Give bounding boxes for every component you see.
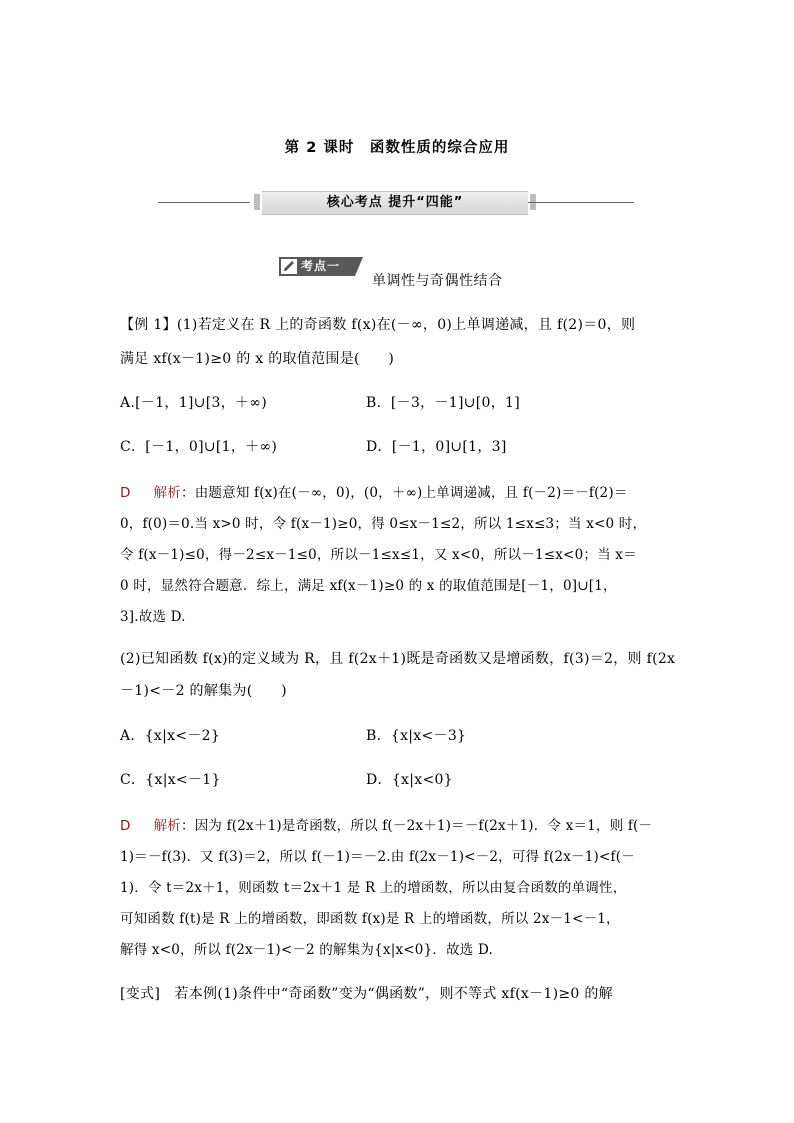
q2-solution-line-3: 1)．令 t＝2x＋1，则函数 t＝2x＋1 是 R 上的增函数，所以由复合函数的单调性，	[120, 880, 627, 896]
q1-solution-label: 解析	[153, 485, 182, 501]
q1-option-a: A.[－1，1]∪[3，＋∞)	[120, 395, 268, 411]
q2-option-d: D．{x|x<0}	[366, 772, 453, 788]
lesson-title: 第 2 课时 函数性质的综合应用	[284, 140, 510, 156]
example1-q1-line-1: 【例 1】(1)若定义在 R 上的奇函数 f(x)在(－∞，0)上单调递减，且 f(2)＝0，则	[120, 317, 636, 333]
q1-solution-line-4: 0 时，显然符合题意．综上，满足 xf(x－1)≥0 的 x 的取值范围是[－1，0]∪[1，	[120, 578, 617, 594]
topic-title: 单调性与奇偶性结合	[372, 273, 503, 289]
topic-tag-label: 考点一	[301, 259, 341, 273]
q1-solution-line-2: 0，f(0)＝0.当 x>0 时，令 f(x－1)≥0，得 0≤x－1≤2，所以 1≤x≤3；当 x<0 时，	[120, 516, 647, 532]
q1-option-c: C．[－1，0]∪[1，＋∞)	[120, 439, 278, 455]
topic-tag	[279, 257, 355, 276]
q2-solution-line-1	[120, 814, 680, 834]
q1-answer: D	[120, 485, 131, 501]
q1-option-d: D．[－1，0]∪[1，3]	[366, 439, 507, 455]
pencil-icon	[281, 259, 297, 274]
section-banner	[158, 190, 634, 216]
q2-option-a: A．{x|x<－2}	[120, 728, 221, 744]
topic-tag-tail	[355, 257, 363, 276]
q2-option-b: B．{x|x<－3}	[366, 728, 467, 744]
q1-solution-line-3: 令 f(x－1)≤0，得－2≤x－1≤0，所以－1≤x≤1，又 x<0，所以－1≤x<0；当 x＝	[120, 547, 637, 563]
example1-q2-line-1: (2)已知函数 f(x)的定义域为 R，且 f(2x＋1)既是奇函数又是增函数，f(3)＝2，则 f(2x	[120, 651, 676, 667]
example1-q1-line-2: 满足 xf(x－1)≥0 的 x 的取值范围是( )	[120, 351, 395, 367]
q1-solution-line-1	[120, 481, 680, 501]
q1-solution-line-5: 3].故选 D.	[120, 609, 186, 625]
banner-left-cap	[254, 194, 260, 210]
section-banner-label: 核心考点 提升“四能”	[262, 191, 528, 215]
q2-option-c: C．{x|x<－1}	[120, 772, 221, 788]
example1-q2-line-2: －1)<－2 的解集为( )	[120, 683, 287, 699]
q2-solution-line-4: 可知函数 f(t)是 R 上的增函数，即函数 f(x)是 R 上的增函数，所以 2x－1<－1，	[120, 911, 620, 927]
variant-line: [变式] 若本例(1)条件中“奇函数”变为“偶函数”，则不等式 xf(x－1)≥0 的解	[120, 986, 613, 1002]
q1-solution-text-1: ：由题意知 f(x)在(－∞，0)，(0，＋∞)上单调递减，且 f(－2)＝－f(2)＝	[181, 485, 628, 501]
q2-solution-label: 解析	[153, 818, 182, 834]
q2-solution-text-1: ：因为 f(2x＋1)是奇函数，所以 f(－2x＋1)＝－f(2x＋1)．令 x＝1，则 f(－	[181, 818, 653, 834]
q2-solution-line-5: 解得 x<0，所以 f(2x－1)<－2 的解集为{x|x<0}．故选 D.	[120, 942, 493, 958]
banner-right-rule	[528, 202, 634, 203]
banner-left-rule	[158, 202, 250, 203]
q2-answer: D	[120, 818, 131, 834]
q2-solution-line-2: 1)＝－f(3)．又 f(3)＝2，所以 f(－1)＝－2.由 f(2x－1)<－2，可得 f(2x－1)<f(－	[120, 849, 635, 865]
q1-option-b: B．[－3，－1]∪[0，1]	[366, 395, 520, 411]
